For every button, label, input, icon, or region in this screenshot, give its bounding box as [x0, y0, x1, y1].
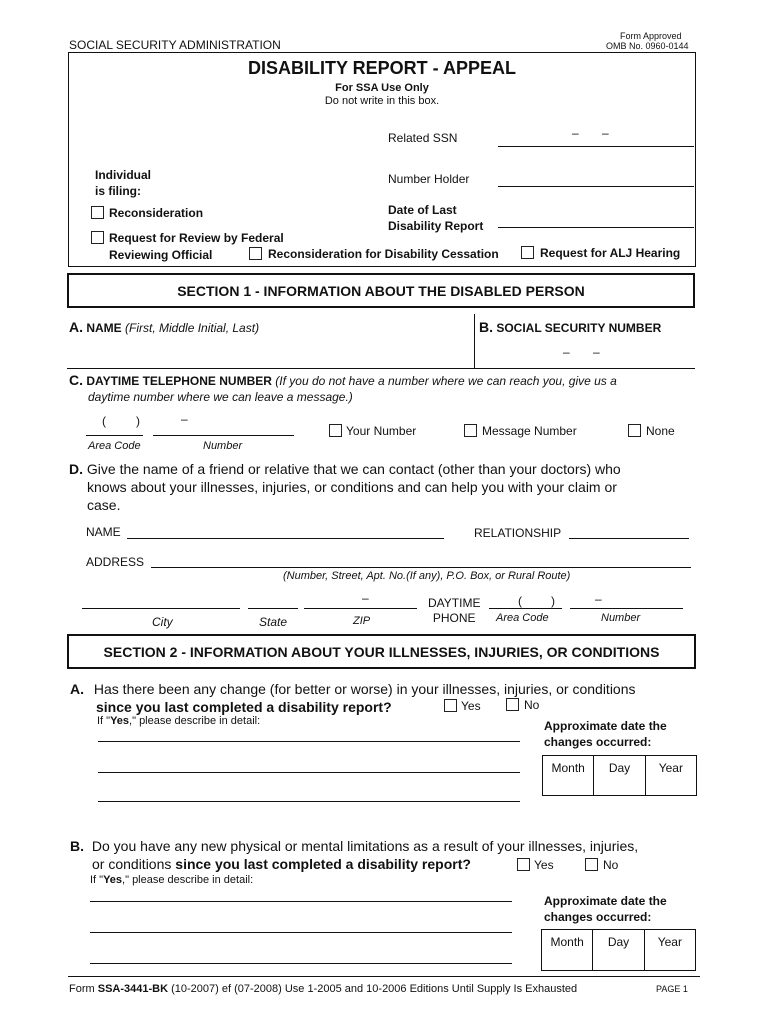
related-ssn-label: Related SSN	[388, 131, 458, 145]
section2-header: SECTION 2 - INFORMATION ABOUT YOUR ILLNESSES, INJURIES, OR CONDITIONS	[67, 634, 696, 669]
day-cell[interactable]: Day	[594, 756, 645, 795]
number-holder-field[interactable]	[498, 186, 694, 187]
ssn-dash: –	[563, 345, 570, 359]
ssn-dash: –	[572, 126, 579, 140]
paren-open: (	[518, 594, 522, 608]
form-edition-text: (10-2007) ef (07-2008) Use 1-2005 and 10-2006 Editions Until Supply Is Exhausted	[168, 983, 578, 995]
item-letter: A.	[70, 681, 84, 697]
city-caption: City	[152, 615, 173, 629]
change-detail-line[interactable]	[98, 741, 520, 742]
omb-number: OMB No. 0960-0144	[606, 41, 689, 51]
if-yes-bold: Yes	[103, 874, 123, 886]
change-detail-line[interactable]	[98, 772, 520, 773]
contact-area-code-field[interactable]	[489, 608, 562, 609]
ab-divider	[474, 314, 475, 369]
item-letter: B.	[479, 319, 493, 335]
limitations-question-line2a: or conditions	[92, 856, 176, 872]
ssn-dash: –	[593, 345, 600, 359]
limitations-question-line1: Do you have any new physical or mental limitations as a result of your illnesses, injuries,	[91, 838, 639, 854]
approx-line1: Approximate date the	[544, 719, 667, 733]
number-holder-label: Number Holder	[388, 172, 470, 186]
relationship-field[interactable]	[569, 538, 689, 539]
date-last-report-field[interactable]	[498, 227, 694, 228]
change-date-box[interactable]	[542, 755, 697, 796]
approx-date-label	[544, 718, 667, 750]
date-last-report-label	[388, 202, 483, 234]
area-code-field[interactable]	[86, 435, 143, 436]
individual-filing-label	[95, 167, 151, 199]
form-title: DISABILITY REPORT - APPEAL	[247, 58, 517, 78]
limitations-no-checkbox[interactable]	[585, 858, 598, 871]
reconsideration-checkbox[interactable]	[91, 206, 104, 219]
phone-dash: –	[181, 412, 188, 426]
change-question-line1: Has there been any change (for better or worse) in your illnesses, injuries, or conditions	[93, 681, 636, 697]
change-no-label: No	[524, 698, 540, 712]
daytime-label: DAYTIME	[428, 596, 481, 610]
paren-open: (	[102, 414, 106, 428]
recon-cessation-label: Reconsideration for Disability Cessation	[268, 247, 499, 261]
if-yes-pre: If "	[90, 874, 104, 886]
item-letter: A.	[69, 319, 83, 335]
address-field[interactable]	[151, 567, 691, 568]
message-number-label: Message Number	[482, 424, 577, 438]
phone-number-field[interactable]	[153, 435, 294, 436]
zip-field[interactable]	[304, 608, 417, 609]
name-input[interactable]	[69, 333, 471, 367]
individual-label-line2: is filing:	[95, 184, 141, 198]
approx-line2: changes occurred:	[544, 910, 652, 924]
form-approved: Form Approved	[620, 31, 682, 41]
zip-dash: –	[362, 591, 369, 605]
daytime-phone-label	[428, 596, 480, 626]
contact-question	[69, 460, 709, 514]
if-yes-instruction	[97, 715, 260, 727]
year-cell[interactable]: Year	[658, 761, 683, 775]
none-label: None	[646, 424, 675, 438]
month-cell[interactable]: Month	[542, 930, 593, 970]
your-number-checkbox[interactable]	[329, 424, 342, 437]
paren-close: )	[136, 414, 140, 428]
footer-rule	[68, 976, 700, 977]
approx-line2: changes occurred:	[544, 735, 652, 749]
change-yes-label: Yes	[461, 699, 481, 713]
alj-hearing-label: Request for ALJ Hearing	[540, 246, 681, 260]
if-yes-post: ," please describe in detail:	[122, 874, 254, 886]
change-yes-checkbox[interactable]	[444, 699, 457, 712]
contact-name-field[interactable]	[127, 538, 444, 539]
phone-field-label	[69, 372, 689, 405]
section1-header: SECTION 1 - INFORMATION ABOUT THE DISABLED PERSON	[67, 273, 695, 308]
change-question-line2: since you last completed a disability report?	[96, 699, 392, 715]
change-detail-line[interactable]	[98, 801, 520, 802]
request-review-checkbox[interactable]	[91, 231, 104, 244]
zip-caption: ZIP	[353, 615, 371, 627]
limitations-detail-line[interactable]	[90, 932, 512, 933]
phone-hint-2: daytime number where we can leave a message.)	[88, 390, 353, 404]
paren-close: )	[551, 594, 555, 608]
alj-hearing-checkbox[interactable]	[521, 246, 534, 259]
state-field[interactable]	[248, 608, 298, 609]
limitations-date-box[interactable]	[541, 929, 696, 971]
name-label: NAME	[86, 321, 122, 335]
contact-question-line1: Give the name of a friend or relative that we can contact (other than your doctors) who	[86, 461, 621, 477]
none-checkbox[interactable]	[628, 424, 641, 437]
month-cell[interactable]: Month	[543, 756, 594, 795]
day-cell[interactable]: Day	[593, 930, 644, 970]
ssn-field-label	[479, 319, 661, 335]
item-letter: B.	[70, 838, 84, 854]
form-id: SSA-3441-BK	[97, 983, 169, 995]
related-ssn-field[interactable]	[498, 146, 694, 147]
address-hint: (Number, Street, Apt. No.(If any), P.O. Box, or Rural Route)	[283, 570, 571, 582]
limitations-question-line2b: since you last completed a disability report?	[175, 856, 471, 872]
no-write-label: Do not write in this box.	[324, 95, 440, 107]
relationship-label: RELATIONSHIP	[474, 526, 562, 540]
name-ssn-rule	[67, 368, 695, 369]
change-question	[70, 680, 710, 716]
individual-label-line1: Individual	[95, 168, 152, 182]
contact-area-code-caption: Area Code	[496, 612, 549, 624]
contact-question-line3: case.	[87, 497, 121, 513]
contact-phone-field[interactable]	[570, 608, 683, 609]
contact-number-caption: Number	[601, 612, 641, 624]
page-number: PAGE 1	[656, 984, 688, 994]
item-letter: D.	[69, 461, 83, 477]
request-review-label: Request for Review by Federal	[109, 231, 284, 245]
limitations-yes-checkbox[interactable]	[517, 858, 530, 871]
phone-hint: (If you do not have a number where we can reach you, give us a	[275, 374, 617, 388]
form-edition	[69, 983, 577, 995]
number-caption: Number	[203, 440, 243, 452]
omb-block	[606, 31, 689, 51]
form-prefix: Form	[69, 983, 98, 995]
ssn-input[interactable]	[479, 336, 691, 366]
recon-cessation-checkbox[interactable]	[249, 247, 262, 260]
request-review-label-2: Reviewing Official	[109, 248, 213, 262]
if-yes-pre: If "	[97, 715, 111, 727]
address-label: ADDRESS	[86, 555, 145, 569]
date-last-line1: Date of Last	[388, 203, 457, 217]
limitations-detail-line[interactable]	[90, 963, 512, 964]
state-caption: State	[259, 615, 288, 629]
ssa-use-label: For SSA Use Only	[335, 82, 429, 94]
if-yes-bold: Yes	[110, 715, 130, 727]
phone-label: DAYTIME TELEPHONE NUMBER	[86, 374, 272, 388]
reconsideration-label: Reconsideration	[109, 206, 204, 220]
ssn-label: SOCIAL SECURITY NUMBER	[496, 321, 662, 335]
if-yes-instruction	[90, 874, 253, 886]
date-last-line2: Disability Report	[388, 219, 484, 233]
contact-name-label: NAME	[86, 525, 121, 539]
limitations-no-label: No	[603, 858, 619, 872]
year-cell[interactable]: Year	[657, 935, 682, 949]
item-letter: C.	[69, 372, 83, 388]
approx-line1: Approximate date the	[544, 894, 667, 908]
limitations-detail-line[interactable]	[90, 901, 512, 902]
contact-question-line2: knows about your illnesses, injuries, or conditions and can help you with your claim or	[87, 479, 617, 495]
your-number-label: Your Number	[346, 424, 417, 438]
name-hint: (First, Middle Initial, Last)	[125, 321, 260, 335]
limitations-question	[70, 837, 720, 873]
approx-date-label	[544, 893, 667, 925]
area-code-caption: Area Code	[88, 440, 141, 452]
if-yes-post: ," please describe in detail:	[129, 715, 261, 727]
change-no-checkbox[interactable]	[506, 698, 519, 711]
limitations-yes-label: Yes	[534, 858, 554, 872]
city-field[interactable]	[82, 608, 240, 609]
phone-word-label: PHONE	[432, 611, 476, 625]
message-number-checkbox[interactable]	[464, 424, 477, 437]
ssn-dash: –	[602, 126, 609, 140]
contact-phone-dash: –	[595, 592, 602, 606]
agency-name: SOCIAL SECURITY ADMINISTRATION	[69, 38, 281, 52]
